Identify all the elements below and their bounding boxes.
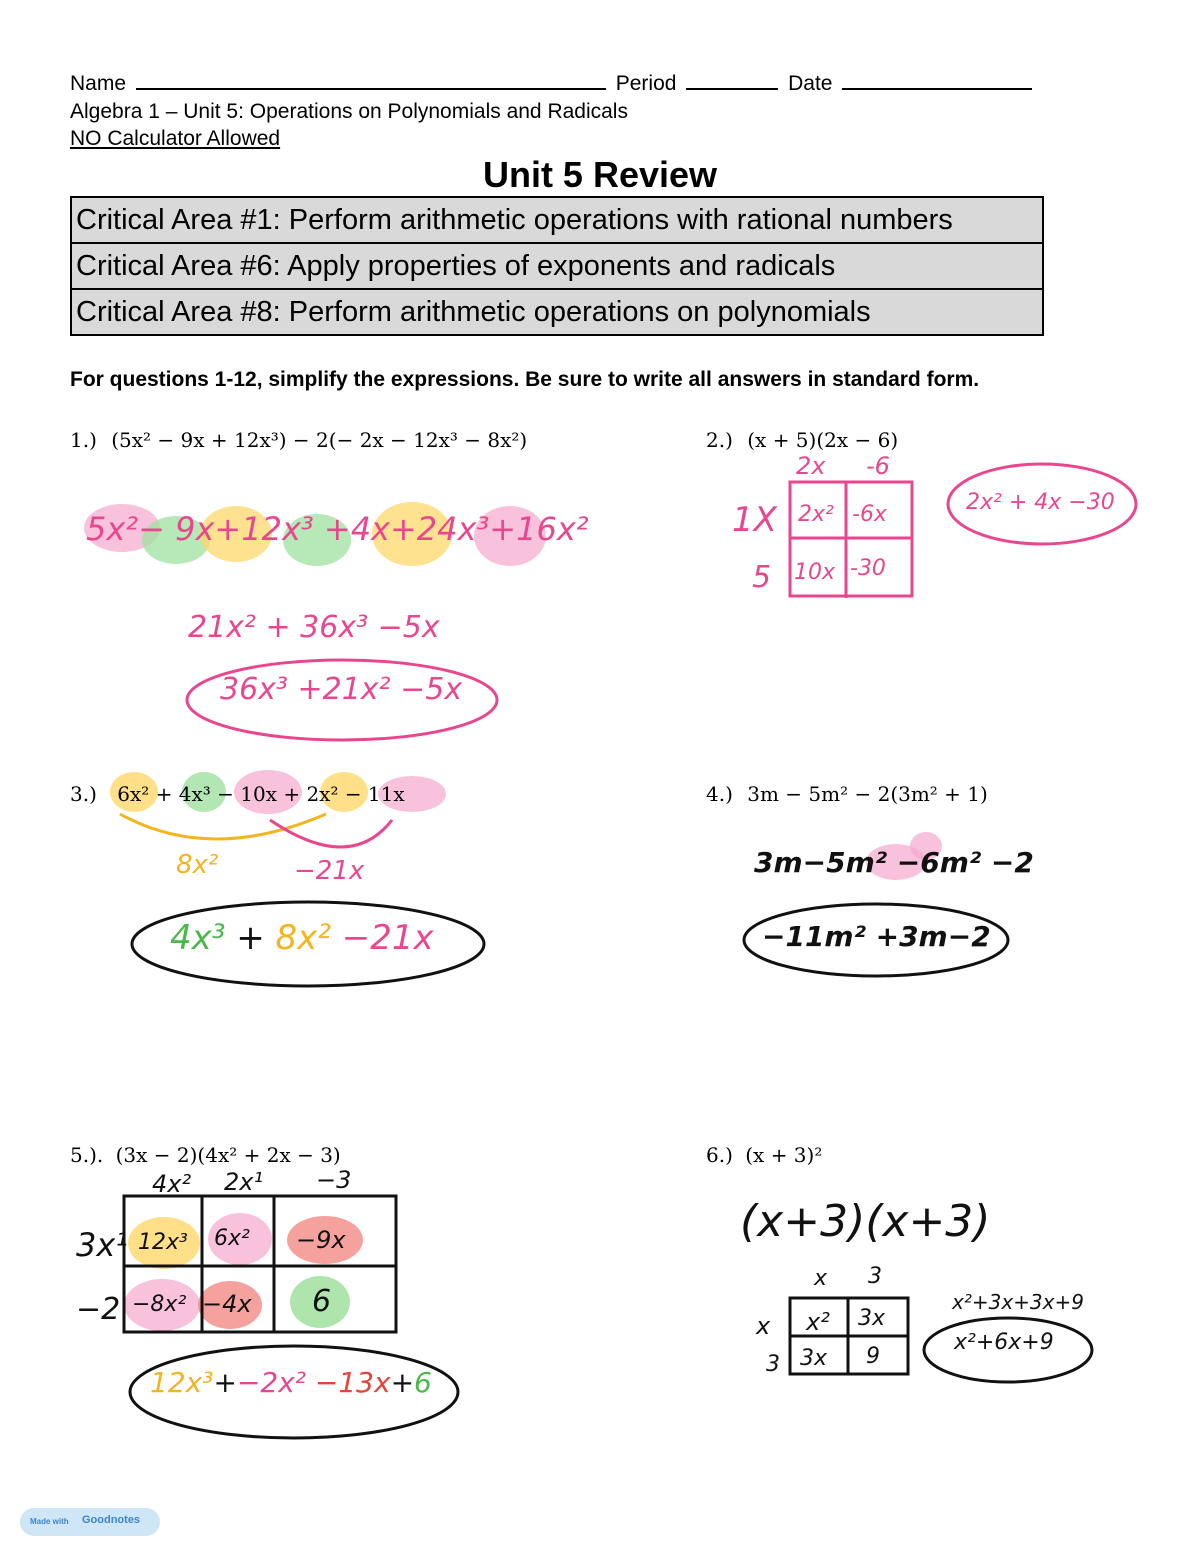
q5-cell: 12x³ [138,1230,188,1255]
term: 5x² [86,510,139,548]
course-title: Algebra 1 – Unit 5: Operations on Polynomials and Radicals [70,100,628,123]
q6-cell: x² [806,1308,830,1336]
term: 6 [414,1366,432,1399]
question-label: 4.) [706,782,733,806]
question-5 [70,1143,341,1167]
term: − 9x [138,510,215,548]
term: +16x² [489,510,589,548]
term: −2x² [236,1366,306,1399]
q6-cell: 3x [858,1306,886,1331]
instructions: For questions 1-12, simplify the expressions. Be sure to write all answers in standard form. [70,368,980,391]
q4-work-line: 3m−5m² −6m² −2 [754,846,1034,879]
q6-box-top-2: 3 [868,1264,882,1289]
q2-cell: -6x [852,502,887,527]
q5-cell: −4x [202,1290,252,1318]
term: +24x³ [389,510,490,548]
q6-expanded: x²+3x+3x+9 [952,1290,1084,1314]
q3-combine-2: −21x [294,856,365,886]
q3-combine-arcs [100,806,420,866]
q1-work-line-2: 21x² + 36x³ −5x [188,610,440,645]
q6-box-left-2: 3 [766,1352,780,1377]
period-label: Period [615,72,677,95]
term: +4x [323,510,390,548]
q1-work-line-1 [86,510,589,548]
question-expression: (3x − 2)(4x² + 2x − 3) [115,1143,341,1167]
q2-box-top-2: -6 [866,452,890,480]
question-expression: (x + 3)² [745,1143,823,1167]
question-3 [70,782,405,806]
q5-answer [150,1366,432,1399]
term: 12x³ [150,1366,214,1399]
term: +12x³ [214,510,314,548]
question-label: 2.) [706,428,733,452]
term: + [213,1366,237,1399]
question-expression: 6x² + 4x³ − 10x + 2x² − 11x [117,782,405,806]
q3-combine-1: 8x² [176,850,219,880]
question-4 [706,782,988,806]
question-label: 6.) [706,1143,733,1167]
badge-made: Made with [30,1517,69,1526]
q6-work-line: (x+3)(x+3) [740,1196,991,1247]
q5-box-top-3: −3 [316,1166,352,1194]
page-title: Unit 5 Review [482,154,718,195]
term: 8x² [275,918,331,958]
question-expression: 3m − 5m² − 2(3m² + 1) [747,782,988,806]
q4-answer: −11m² +3m−2 [762,920,991,953]
badge-brand: Goodnotes [82,1514,141,1526]
q2-box-left-2: 5 [752,560,772,595]
question-1 [70,428,527,452]
goodnotes-badge [20,1508,160,1536]
question-expression: (x + 5)(2x − 6) [747,428,899,452]
term: 4x³ [170,918,226,958]
question-6 [706,1143,822,1167]
q2-cell: 2x² [798,502,834,527]
term: −21x [341,918,434,958]
q5-cell: 6 [312,1284,332,1319]
q5-box-left-1: 3x¹ [76,1226,129,1264]
critical-area-6: Critical Area #6: Apply properties of exponents and radicals [71,243,1043,289]
critical-area-1: Critical Area #1: Perform arithmetic operations with rational numbers [71,197,1043,243]
q6-box-left-1: x [756,1312,771,1340]
question-expression: (5x² − 9x + 12x³) − 2(− 2x − 12x³ − 8x²) [111,428,528,452]
term: + [390,1366,415,1399]
q2-cell: -30 [850,556,886,581]
q5-cell: −9x [296,1226,346,1254]
q5-box-top-1: 4x² [152,1170,192,1198]
q2-cell: 10x [794,560,836,585]
question-label: 5.). [70,1143,104,1167]
q1-answer: 36x³ +21x² −5x [220,672,463,707]
question-label: 1.) [70,428,97,452]
calculator-note: NO Calculator Allowed [70,127,281,150]
q6-answer: x²+6x+9 [954,1330,1054,1355]
q3-answer [170,918,434,958]
date-label: Date [788,72,833,95]
q6-box-top-1: x [814,1266,828,1291]
term: + [236,918,265,958]
q6-cell: 9 [866,1344,880,1369]
q5-box-left-2: −2 [76,1292,121,1327]
name-label: Name [70,72,127,95]
q5-cell: 6x² [214,1226,250,1251]
critical-area-8: Critical Area #8: Perform arithmetic operations on polynomials [71,289,1043,335]
question-label: 3.) [70,782,97,806]
q6-cell: 3x [800,1346,828,1371]
q5-box-top-2: 2x¹ [224,1168,264,1196]
q5-cell: −8x² [132,1292,187,1317]
q2-box-left-1: 1X [732,500,777,540]
q2-answer: 2x² + 4x −30 [966,490,1115,515]
q5-box-grid [118,1190,402,1340]
q2-box-top-1: 2x [796,452,826,480]
question-2 [706,428,898,452]
term: −13x [314,1366,391,1399]
